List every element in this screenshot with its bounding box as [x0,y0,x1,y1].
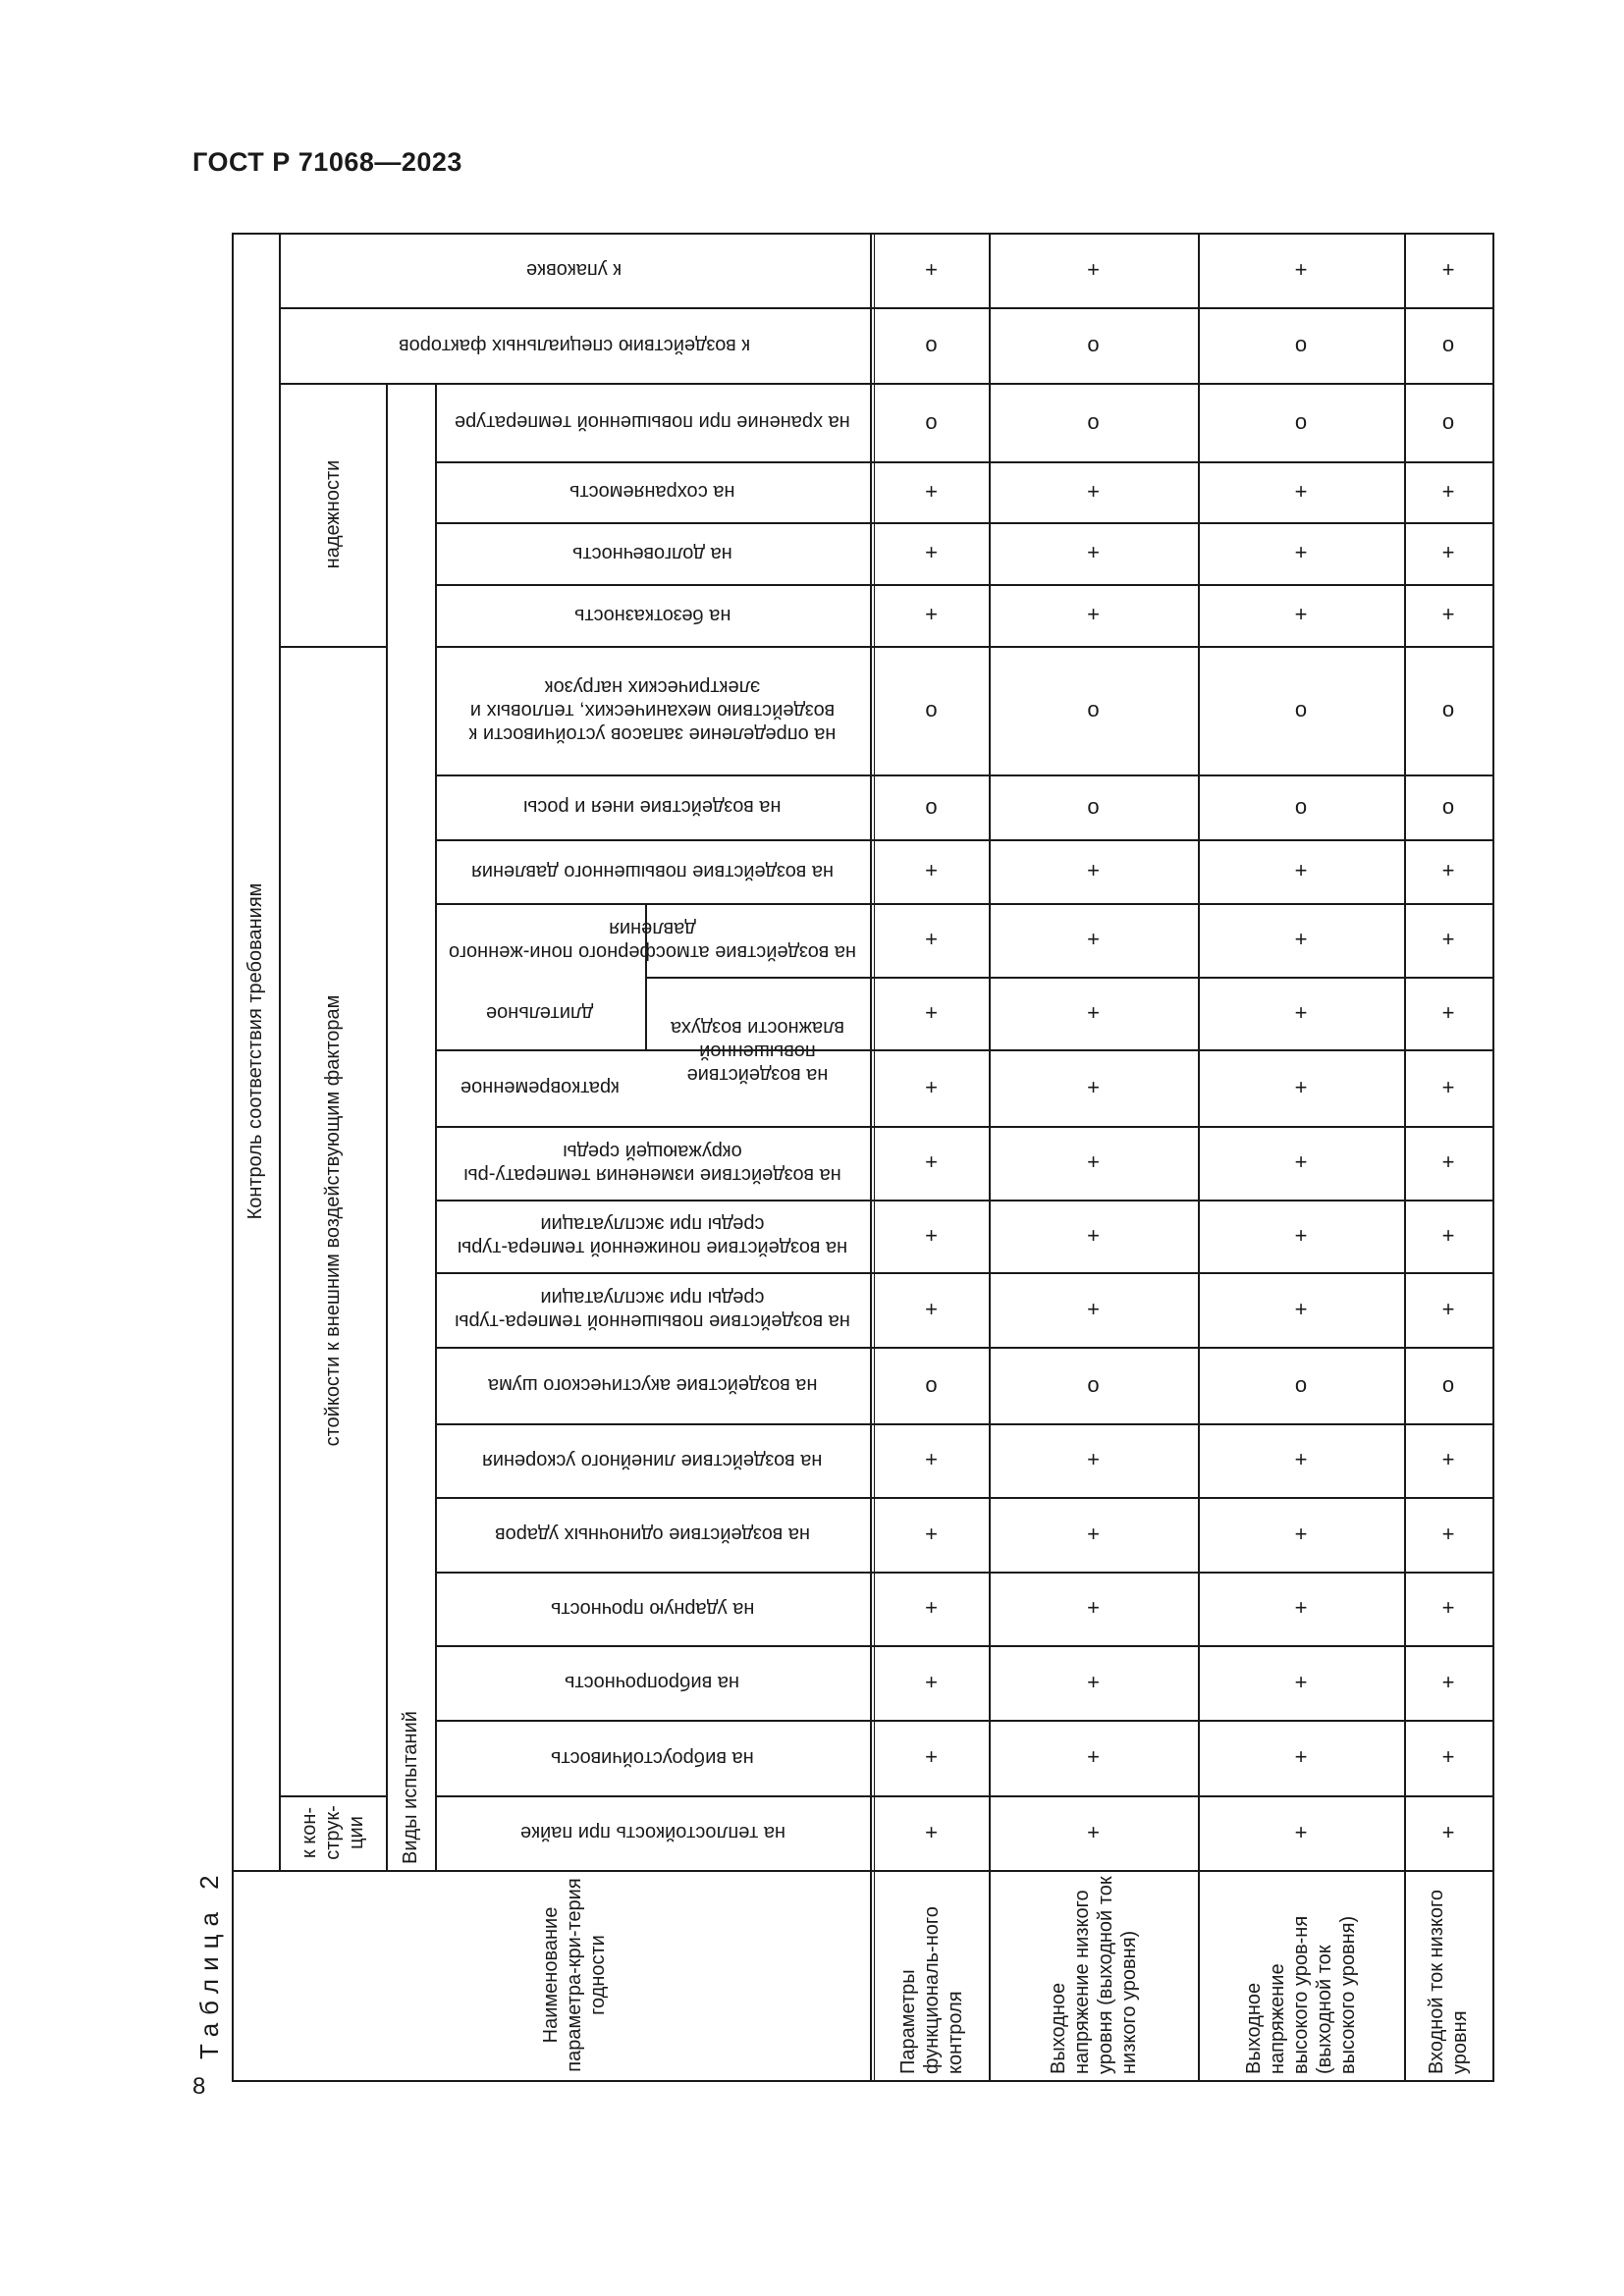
document-header: ГОСТ Р 71068—2023 [192,147,462,177]
mark-cell: + [1441,540,1455,565]
mark-cell: o [1441,697,1455,722]
mark-cell: + [1087,1296,1100,1321]
mark-cell: + [1294,1521,1308,1546]
mark-cell: o [1087,332,1100,357]
mark-cell: + [1294,478,1308,504]
mark-cell: o [1441,1371,1455,1397]
mark-cell: o [925,408,938,434]
mark-cell: + [1441,602,1455,627]
mark-cell: + [1294,1222,1308,1248]
mark-cell: + [1441,1595,1455,1621]
header-body-divider [870,233,872,2080]
mark-cell: + [925,256,938,282]
mark-cell: + [1087,927,1100,952]
mark-cell: + [925,1074,938,1099]
mark-cell: + [925,1595,938,1621]
mark-cell: + [1441,256,1455,282]
mark-cell: + [1441,478,1455,504]
mark-cell: + [1087,1521,1100,1546]
mark-cell: + [925,858,938,883]
mark-cell: + [1441,1074,1455,1099]
col-header-6: на воздействие акустического шума [487,1374,818,1396]
mark-cell: o [1294,408,1308,434]
col-header-21: к упаковке [526,259,623,281]
row-name-1: Выходное напряжение низкого уровня (выходной ток низкого уровня) [1047,1876,1140,2074]
mark-cell: + [1294,1447,1308,1472]
mark-cell: + [925,927,938,952]
col-header-19: на хранение при повышенной температуре [455,411,850,433]
mark-cell: + [925,1521,938,1546]
col-header-1: на виброустойчивость [551,1746,754,1769]
col-header-17: на долговечность [572,542,732,564]
mark-cell: + [1087,999,1100,1025]
mark-cell: + [1294,1595,1308,1621]
mark-cell: + [925,1222,938,1248]
mark-cell: + [1441,1669,1455,1694]
col-header-8: на воздействие пониженной темпера-туры среды при эксплуатации [457,1213,848,1258]
mark-cell: + [1294,1296,1308,1321]
stub-header: Наименование параметра-кри-терия годности [540,1878,609,2072]
col-header-15: на определение запасов устойчивости к воздействию механических, тепловых и электрических нагрузок [468,675,837,745]
mark-cell: + [1087,1744,1100,1770]
mark-cell: + [1087,256,1100,282]
col-header-2: на вибропрочность [565,1672,740,1693]
table-caption: Таблица 2 [194,1867,224,2059]
mark-cell: + [1441,1222,1455,1248]
mark-cell: + [1087,478,1100,504]
col-header-16: на безотказность [573,604,731,626]
col-header-13: на воздействие повышенного давления [470,860,835,882]
mark-cell: + [925,1149,938,1175]
mark-cell: + [1294,858,1308,883]
mark-cell: + [1087,1669,1100,1694]
mark-cell: o [1294,793,1308,819]
mark-cell: + [925,1669,938,1694]
mark-cell: + [1087,858,1100,883]
table-border-right [1492,233,1494,2082]
mark-cell: + [1294,927,1308,952]
col-header-9: на воздействие изменения температу-ры окружающей среды [463,1140,841,1186]
mark-cell: o [1441,332,1455,357]
mark-cell: + [1441,1744,1455,1770]
mark-cell: + [925,540,938,565]
mark-cell: o [1294,332,1308,357]
mark-cell: + [1087,1595,1100,1621]
mark-cell: + [1294,1744,1308,1770]
mark-cell: + [1294,1819,1308,1844]
mark-cell: + [925,1744,938,1770]
col-header-7: на воздействие повышенной темпера-туры среды при эксплуатации [455,1287,850,1332]
mark-cell: + [1087,1819,1100,1844]
mark-cell: o [1441,408,1455,434]
group-top-header: Контроль соответствия требованиям [244,882,266,1220]
humidity-group-header: на воздействие повышенной влажности воздуха [671,1017,844,1086]
mark-cell: + [1087,602,1100,627]
col-header-20: к воздействию специальных факторов [398,334,751,356]
mark-cell: o [925,1371,938,1397]
row-name-0: Параметры функциональ-ного контроля [896,1906,966,2074]
col-header-18: на сохраняемость [569,481,735,503]
mark-cell: o [1087,697,1100,722]
mark-cell: + [1087,1074,1100,1099]
mark-cell: + [1441,927,1455,952]
mark-cell: + [925,1447,938,1472]
mark-cell: + [1294,1149,1308,1175]
col-header-14: на воздействие инея и росы [523,796,782,818]
mark-cell: + [925,1819,938,1844]
col-header-12: на воздействие атмосферного пони-женного давления [449,917,856,963]
mark-cell: o [925,332,938,357]
col-header-3: на ударную прочность [550,1597,755,1620]
mark-cell: o [1441,793,1455,819]
mark-cell: + [1441,1521,1455,1546]
mark-cell: + [925,999,938,1025]
mark-cell: o [1294,697,1308,722]
row-name-3: Входной ток низкого уровня [1426,1890,1471,2074]
mark-cell: + [1294,602,1308,627]
mark-cell: + [925,478,938,504]
mark-cell: + [1087,1222,1100,1248]
mark-cell: + [1441,858,1455,883]
col-header-0: на теплостойкость при пайке [519,1822,785,1843]
mark-cell: + [1294,256,1308,282]
mark-cell: o [1087,408,1100,434]
group-resistance-header: стойкости к внешним воздействующим факторам [321,994,344,1447]
col-header-10: кратковременное [460,1077,620,1098]
mark-cell: + [1294,540,1308,565]
mark-cell: + [1441,1296,1455,1321]
table-border-bottom [232,2080,1492,2082]
group-test-types-header: Виды испытаний [400,1711,421,1864]
mark-cell: + [1441,1149,1455,1175]
group-reliability-header: надежности [321,459,344,569]
mark-cell: + [1441,1819,1455,1844]
mark-cell: + [1294,1669,1308,1694]
col-header-4: на воздействие одиночных ударов [494,1523,810,1545]
mark-cell: o [1087,793,1100,819]
col-header-5: на воздействие линейного ускорения [482,1449,823,1471]
mark-cell: o [925,793,938,819]
mark-cell: + [1087,1447,1100,1472]
mark-cell: o [925,697,938,722]
mark-cell: + [1294,999,1308,1025]
row-name-2: Выходное напряжение высокого уров-ня (выходной ток высокого уровня) [1243,1915,1359,2074]
mark-cell: o [1294,1371,1308,1397]
mark-cell: + [1441,1447,1455,1472]
page-number: 8 [192,2073,206,2100]
col-header-11: длительное [486,1002,594,1024]
group-construction-header: к кон-струк-ции [298,1805,367,1860]
mark-cell: + [1294,1074,1308,1099]
mark-cell: + [1441,999,1455,1025]
mark-cell: o [1087,1371,1100,1397]
mark-cell: + [925,1296,938,1321]
mark-cell: + [1087,540,1100,565]
mark-cell: + [1087,1149,1100,1175]
mark-cell: + [925,602,938,627]
